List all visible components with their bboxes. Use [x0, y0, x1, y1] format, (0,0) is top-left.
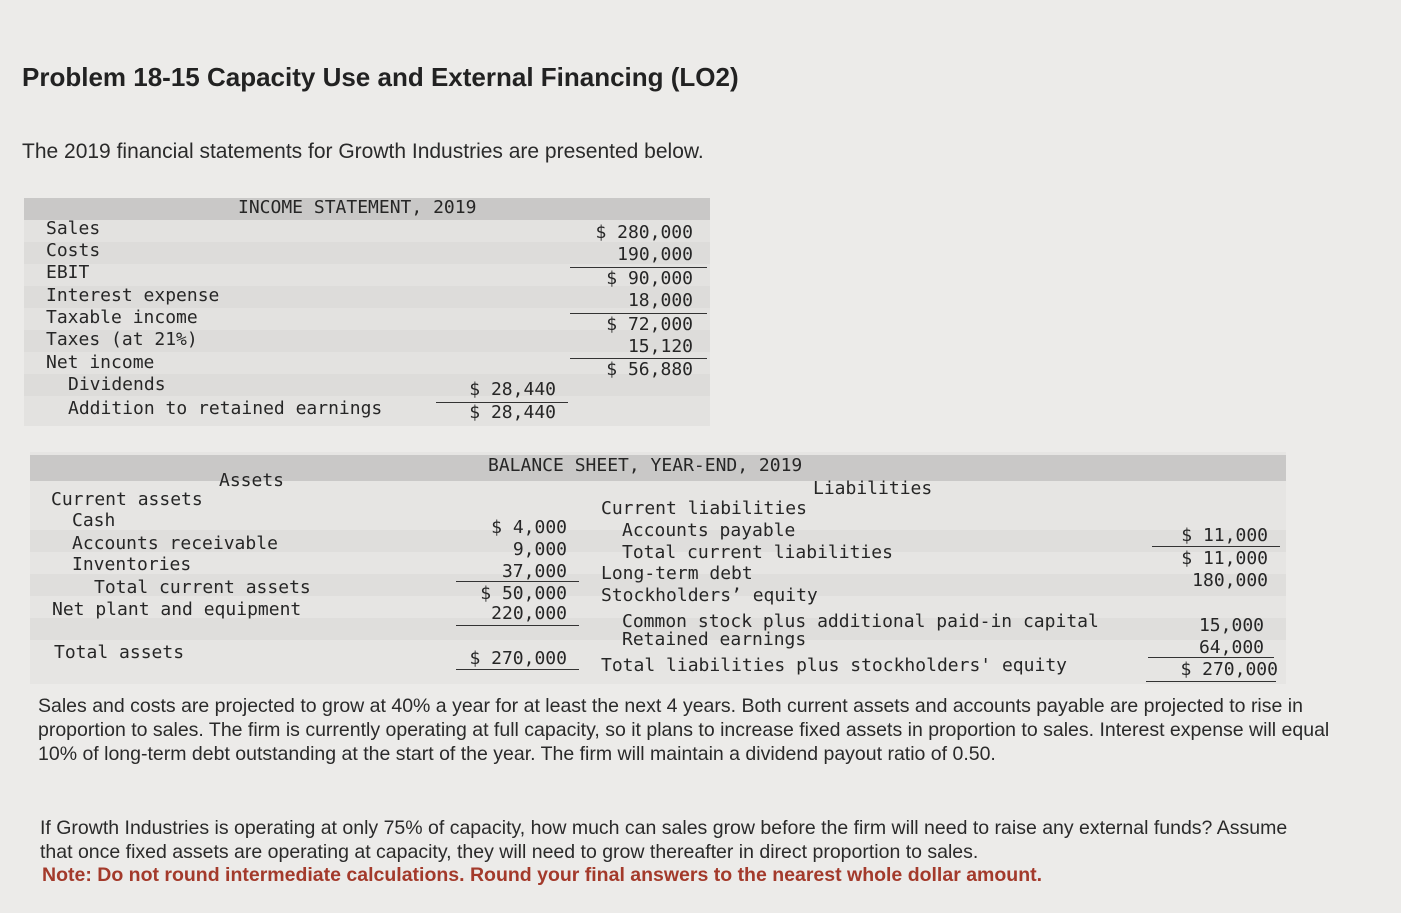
net-plant-label: Net plant and equipment [52, 599, 302, 620]
is-value-costs: 190,000 [617, 244, 693, 265]
page-title: Problem 18-15 Capacity Use and External Financing (LO2) [22, 62, 739, 92]
underline [1146, 681, 1276, 682]
income-statement-heading: INCOME STATEMENT, 2019 [238, 197, 477, 218]
is-label-retained: Addition to retained earnings [68, 398, 383, 419]
underline [456, 581, 579, 582]
is-label-taxes: Taxes (at 21%) [46, 329, 198, 350]
current-assets-label: Current assets [51, 489, 203, 510]
total-assets-label: Total assets [54, 642, 185, 663]
retained-earnings-value: 64,000 [1198, 637, 1264, 658]
long-term-debt-label: Long-term debt [601, 563, 753, 584]
total-current-assets-label: Total current assets [94, 577, 311, 598]
long-term-debt-value: 180,000 [1192, 570, 1268, 591]
is-value-ebit: $ 90,000 [606, 268, 693, 289]
is-value-taxes: 15,120 [627, 336, 693, 357]
equity-label: Stockholders’ equity [601, 585, 818, 606]
rounding-note: Note: Do not round intermediate calculations. Round your final answers to the nearest whole dollar amount. [42, 864, 1043, 886]
total-current-liabilities-label: Total current liabilities [622, 542, 893, 563]
total-current-liabilities-value: $ 11,000 [1181, 548, 1268, 569]
cash-label: Cash [72, 510, 116, 531]
balance-sheet-heading: BALANCE SHEET, YEAR-END, 2019 [488, 455, 803, 476]
payable-value: $ 11,000 [1181, 525, 1268, 546]
is-value-taxable: $ 72,000 [606, 314, 693, 335]
is-label-net-income: Net income [46, 352, 155, 373]
is-value-sales: $ 280,000 [595, 222, 693, 243]
total-assets-value: $ 270,000 [469, 648, 567, 669]
receivable-label: Accounts receivable [72, 533, 278, 554]
is-value-retained: $ 28,440 [469, 402, 556, 423]
is-value-net-income: $ 56,880 [606, 359, 693, 380]
inventories-label: Inventories [72, 554, 192, 575]
is-label-taxable: Taxable income [46, 307, 198, 328]
is-value-dividends: $ 28,440 [469, 379, 556, 400]
inventories-value: 37,000 [501, 561, 567, 582]
total-liabilities-value: $ 270,000 [1180, 659, 1278, 680]
assets-heading: Assets [219, 470, 285, 491]
intro-text: The 2019 financial statements for Growth Industries are presented below. [22, 140, 704, 163]
row-band [24, 242, 710, 264]
common-stock-value: 15,000 [1198, 615, 1264, 636]
problem-paragraph: Sales and costs are projected to grow at 40% a year for at least the next 4 years. Both current assets and accounts payable are projected to rise in proportion to sales. The firm is currently operating at full capacity, so it plans to increase fixed assets in proportion to sales. Interest expense will equal 10% of long-term debt outstanding at the start of the year. The firm will maintain a dividend payout ratio of 0.50. [38, 695, 1330, 765]
total-current-assets-value: $ 50,000 [480, 583, 567, 604]
liabilities-heading: Liabilities [813, 478, 933, 499]
is-label-interest: Interest expense [46, 285, 220, 306]
cash-value: $ 4,000 [491, 517, 567, 538]
question-paragraph: If Growth Industries is operating at only 75% of capacity, how much can sales grow before the firm will need to raise any external funds? Assume that once fixed assets are operating at capacity, they will need to grow thereafter in direct proportion to sales. [40, 817, 1288, 863]
common-stock-label: Common stock plus additional paid-in capital [622, 611, 1099, 632]
is-label-sales: Sales [46, 218, 101, 239]
receivable-value: 9,000 [512, 539, 567, 560]
underline [456, 625, 579, 626]
payable-label: Accounts payable [622, 520, 796, 541]
is-value-interest: 18,000 [627, 290, 693, 311]
is-label-ebit: EBIT [46, 262, 90, 283]
retained-earnings-label: Retained earnings [622, 629, 807, 650]
is-label-costs: Costs [46, 240, 101, 261]
underline [1148, 657, 1274, 658]
total-liabilities-label: Total liabilities plus stockholders' equity [601, 655, 1067, 676]
underline [1152, 546, 1280, 547]
is-label-dividends: Dividends [68, 374, 166, 395]
current-liabilities-label: Current liabilities [601, 498, 807, 519]
underline [456, 669, 579, 670]
net-plant-value: 220,000 [491, 603, 567, 624]
